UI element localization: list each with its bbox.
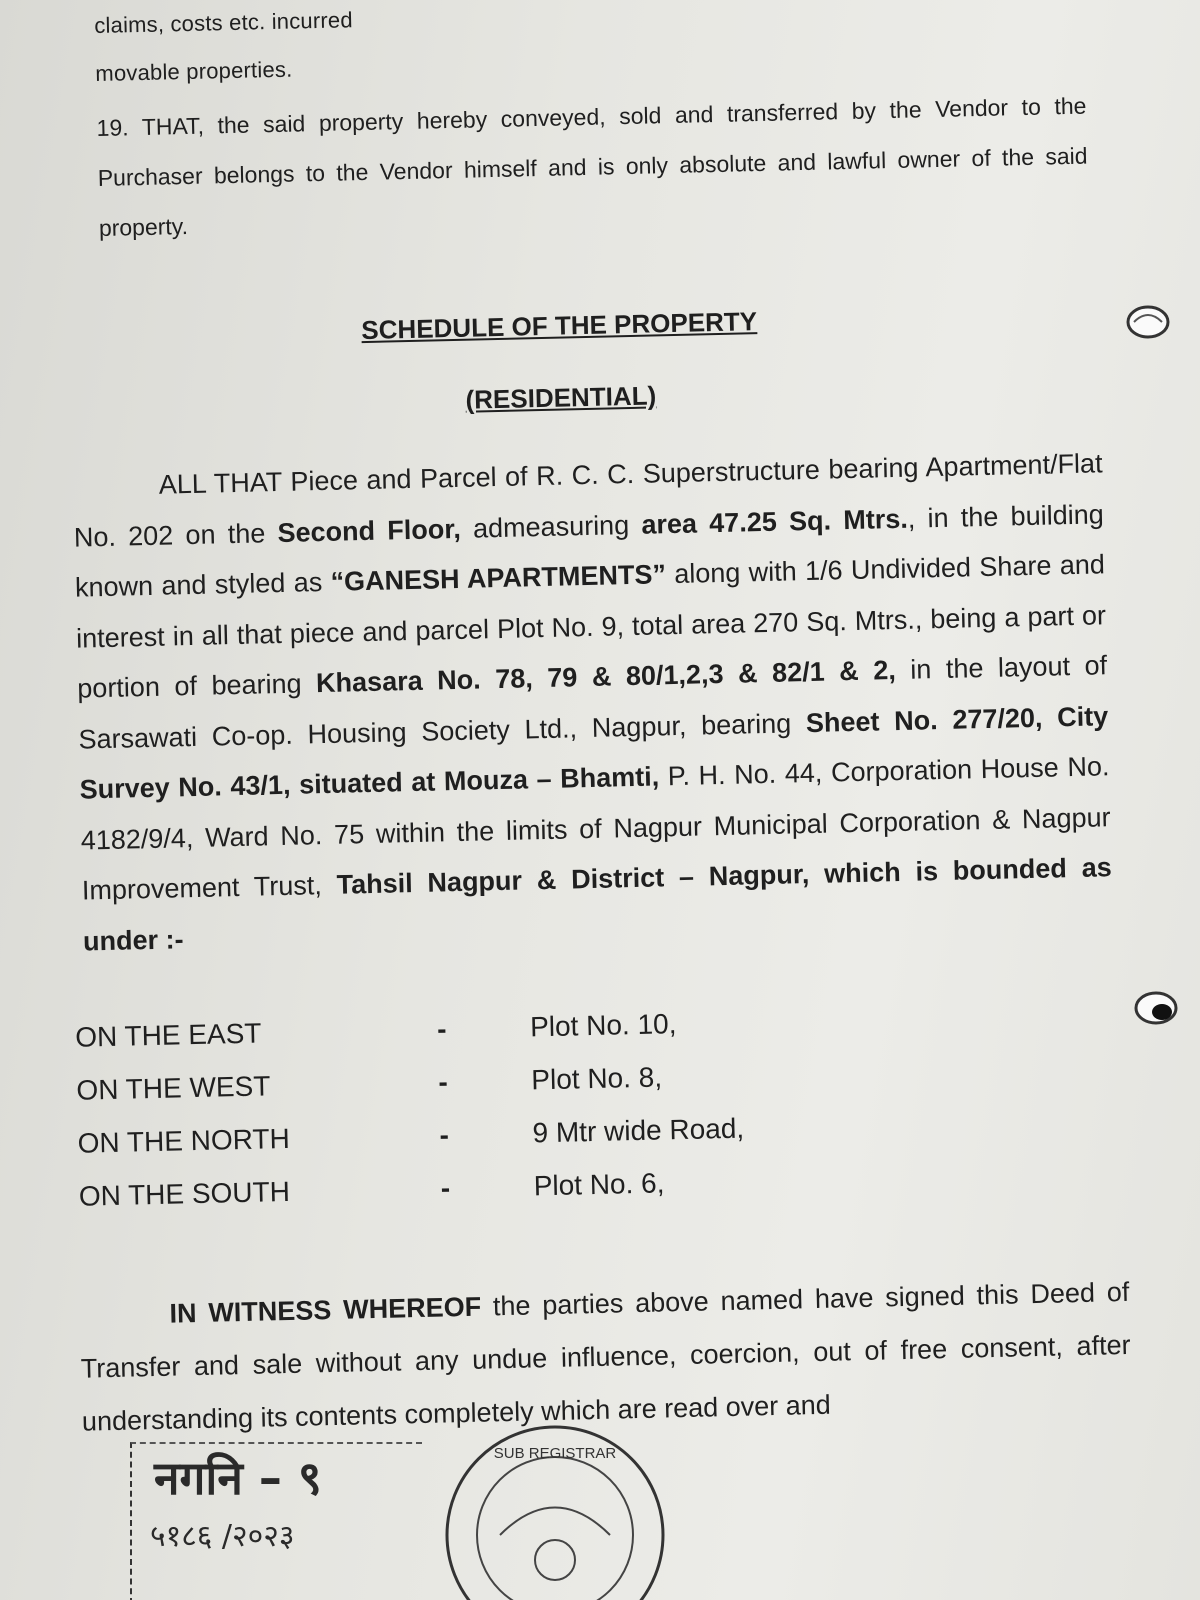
schedule-bold: Second Floor, [277,513,462,548]
schedule-bold: “GANESH APARTMENTS” [330,559,667,597]
boundary-separator: - [439,1119,450,1151]
continuation-line: claims, costs etc. incurred [94,7,354,39]
boundary-direction: ON THE NORTH [77,1122,291,1159]
sub-registrar-seal-icon [440,1420,670,1600]
stamp-document-number: ५१८६ /२०२३ [150,1519,295,1554]
boundary-value: Plot No. 6, [533,1167,665,1202]
schedule-bold: Khasara No. 78, 79 & 80/1,2,3 & 82/1 & 2, [315,655,897,699]
boundary-separator: - [440,1172,451,1204]
seal-text: SUB REGISTRAR [493,1445,617,1462]
registration-stamp [130,1442,422,1600]
boundary-separator: - [436,1013,447,1045]
schedule-subheading: (RESIDENTIAL) [465,380,657,415]
schedule-text: along with 1/6 Undivided Share and interest in all that piece and parcel Plot No. 9, total area 270 Sq. Mtrs., being a part or portion of bearing [75,549,1107,704]
schedule-text: ALL THAT Piece and Parcel of R. C. C. Superstructure bearing Apartment/Flat No. 202 on the [73,448,1103,553]
boundary-row-east [75,1004,876,1062]
witness-text: the parties above named have signed this Deed of Transfer and sale without any undue influence, coercion, out of free consent, after understanding its contents completely which are read over and [80,1276,1131,1437]
boundary-value: Plot No. 10, [529,1008,677,1043]
document-body [42,0,1138,1600]
boundary-value: 9 Mtr wide Road, [532,1112,745,1149]
boundary-direction: ON THE SOUTH [78,1175,291,1212]
stamp-office-code: नगनि – ९ [154,1451,322,1505]
boundary-row-south [79,1163,880,1221]
boundary-value: Plot No. 8, [530,1061,663,1096]
boundary-direction: ON THE EAST [74,1017,262,1053]
boundary-row-north [77,1110,878,1168]
clause-19: 19. THAT, the said property hereby conveyed, sold and transferred by the Vendor to the Purchaser belongs to the Vendor himself and is only absolute and lawful owner of the said property. [96,92,1088,241]
punch-hole-icon [1134,990,1178,1026]
schedule-text: P. H. No. 44, Corporation House No. 4182/9/4, Ward No. 75 within the limits of Nagpur Municipal Corporation & Nagpur Improvement Trust, [80,751,1111,906]
boundary-direction: ON THE WEST [76,1070,271,1106]
schedule-text: admeasuring [460,509,642,544]
schedule-bold: area 47.25 Sq. Mtrs. [641,503,909,540]
boundary-row-west [76,1057,877,1115]
continuation-line-end: movable properties. [95,56,293,87]
witness-bold: IN WITNESS WHEREOF [169,1291,482,1329]
punch-hole-icon [1126,304,1170,340]
schedule-description [72,438,1113,966]
schedule-heading: SCHEDULE OF THE PROPERTY [361,306,758,346]
schedule-bold: Sheet No. 277/20, City Survey No. 43/1, situated at Mouza – Bhamti, [79,700,1109,805]
schedule-text: in the layout of Sarsawati Co-op. Housing Society Ltd., Nagpur, bearing [78,650,1108,755]
schedule-bold: Tahsil Nagpur & District – Nagpur, which is bounded as under :- [82,852,1113,957]
boundary-separator: - [438,1066,449,1098]
schedule-text: , in the building known and styled as [74,498,1104,603]
